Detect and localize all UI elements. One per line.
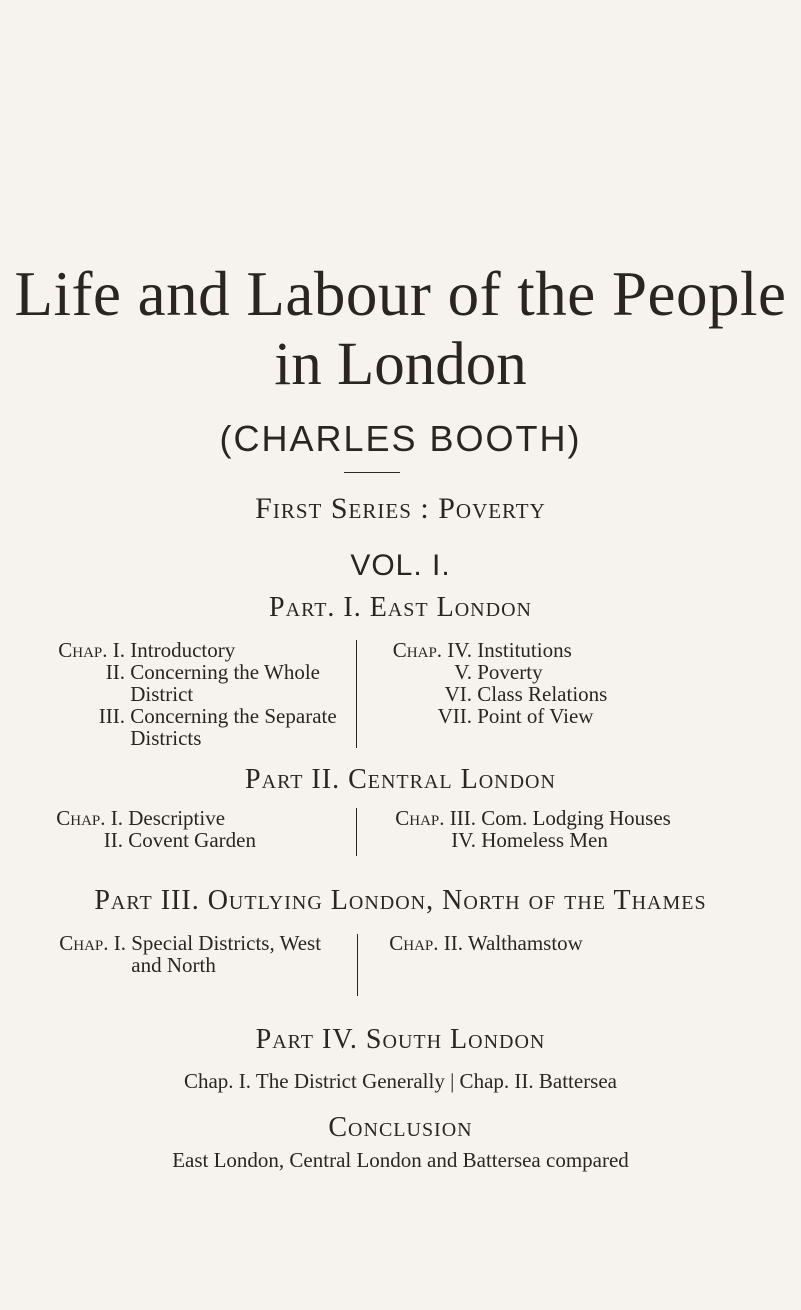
- chapter-title: District: [130, 682, 194, 706]
- chapter-title: Concerning the Separate: [130, 704, 337, 728]
- chapter-label: V.: [454, 660, 472, 684]
- chapter-title: Introductory: [130, 638, 236, 662]
- conclusion-text: East London, Central London and Battersea compared: [172, 1148, 629, 1172]
- chapter-title: Com. Lodging Houses: [481, 806, 671, 830]
- chapter-title: Districts: [130, 726, 202, 750]
- chapter-label: II.: [105, 660, 125, 684]
- part-2-left-column: [38, 807, 256, 851]
- chapter-label: II.: [103, 828, 123, 852]
- part-4-heading: Part IV. South London: [255, 1024, 546, 1055]
- part-1-left-column: [38, 639, 337, 749]
- column-divider: [357, 934, 358, 996]
- chapter-title: Point of View: [477, 704, 594, 728]
- chapter-title: and North: [131, 953, 216, 977]
- chapter-title: Homeless Men: [481, 828, 608, 852]
- part-2-heading: Part II. Central London: [245, 764, 556, 795]
- title-line-2: in London: [274, 331, 527, 398]
- chapter-title: Descriptive: [128, 806, 226, 830]
- divider: [344, 472, 400, 473]
- chapter-label: Chap. IV.: [392, 638, 472, 662]
- part-3-heading: Part III. Outlying London, North of the Thames: [94, 885, 707, 916]
- part-4-chapters: Chap. I. The District Generally | Chap. II. Battersea: [183, 1069, 617, 1093]
- chapter-label: III.: [98, 704, 125, 728]
- volume-label: VOL. I.: [350, 549, 451, 582]
- author: (CHARLES BOOTH): [219, 418, 582, 459]
- chapter-label: Chap. I.: [56, 806, 123, 830]
- column-divider: [356, 640, 357, 748]
- part-2-right-column: [372, 807, 671, 851]
- series-title: First Series : Poverty: [255, 492, 546, 525]
- chapter-title: Special Districts, West: [131, 931, 322, 955]
- title-line-1: Life and Labour of the People: [14, 259, 787, 329]
- conclusion-heading: Conclusion: [328, 1112, 473, 1143]
- chapter-label: Chap. I.: [59, 931, 126, 955]
- chapter-label: VI.: [444, 682, 472, 706]
- chapter-label: VII.: [437, 704, 472, 728]
- part-3-left-column: [40, 932, 321, 976]
- chapter-label: Chap. II.: [389, 931, 463, 955]
- chapter-title: Walthamstow: [467, 931, 583, 955]
- chapter-title: Class Relations: [477, 682, 608, 706]
- part-1-heading: Part. I. East London: [269, 592, 532, 623]
- chapter-title: Institutions: [477, 638, 572, 662]
- chapter-title: Poverty: [477, 660, 543, 684]
- chapter-title: Covent Garden: [128, 828, 256, 852]
- chapter-label: IV.: [451, 828, 476, 852]
- part-3-right-column: [371, 932, 583, 954]
- chapter-title: Concerning the Whole: [130, 660, 320, 684]
- column-divider: [356, 808, 357, 856]
- chapter-label: Chap. I.: [58, 638, 125, 662]
- part-1-right-column: [370, 639, 607, 727]
- chapter-label: Chap. III.: [395, 806, 476, 830]
